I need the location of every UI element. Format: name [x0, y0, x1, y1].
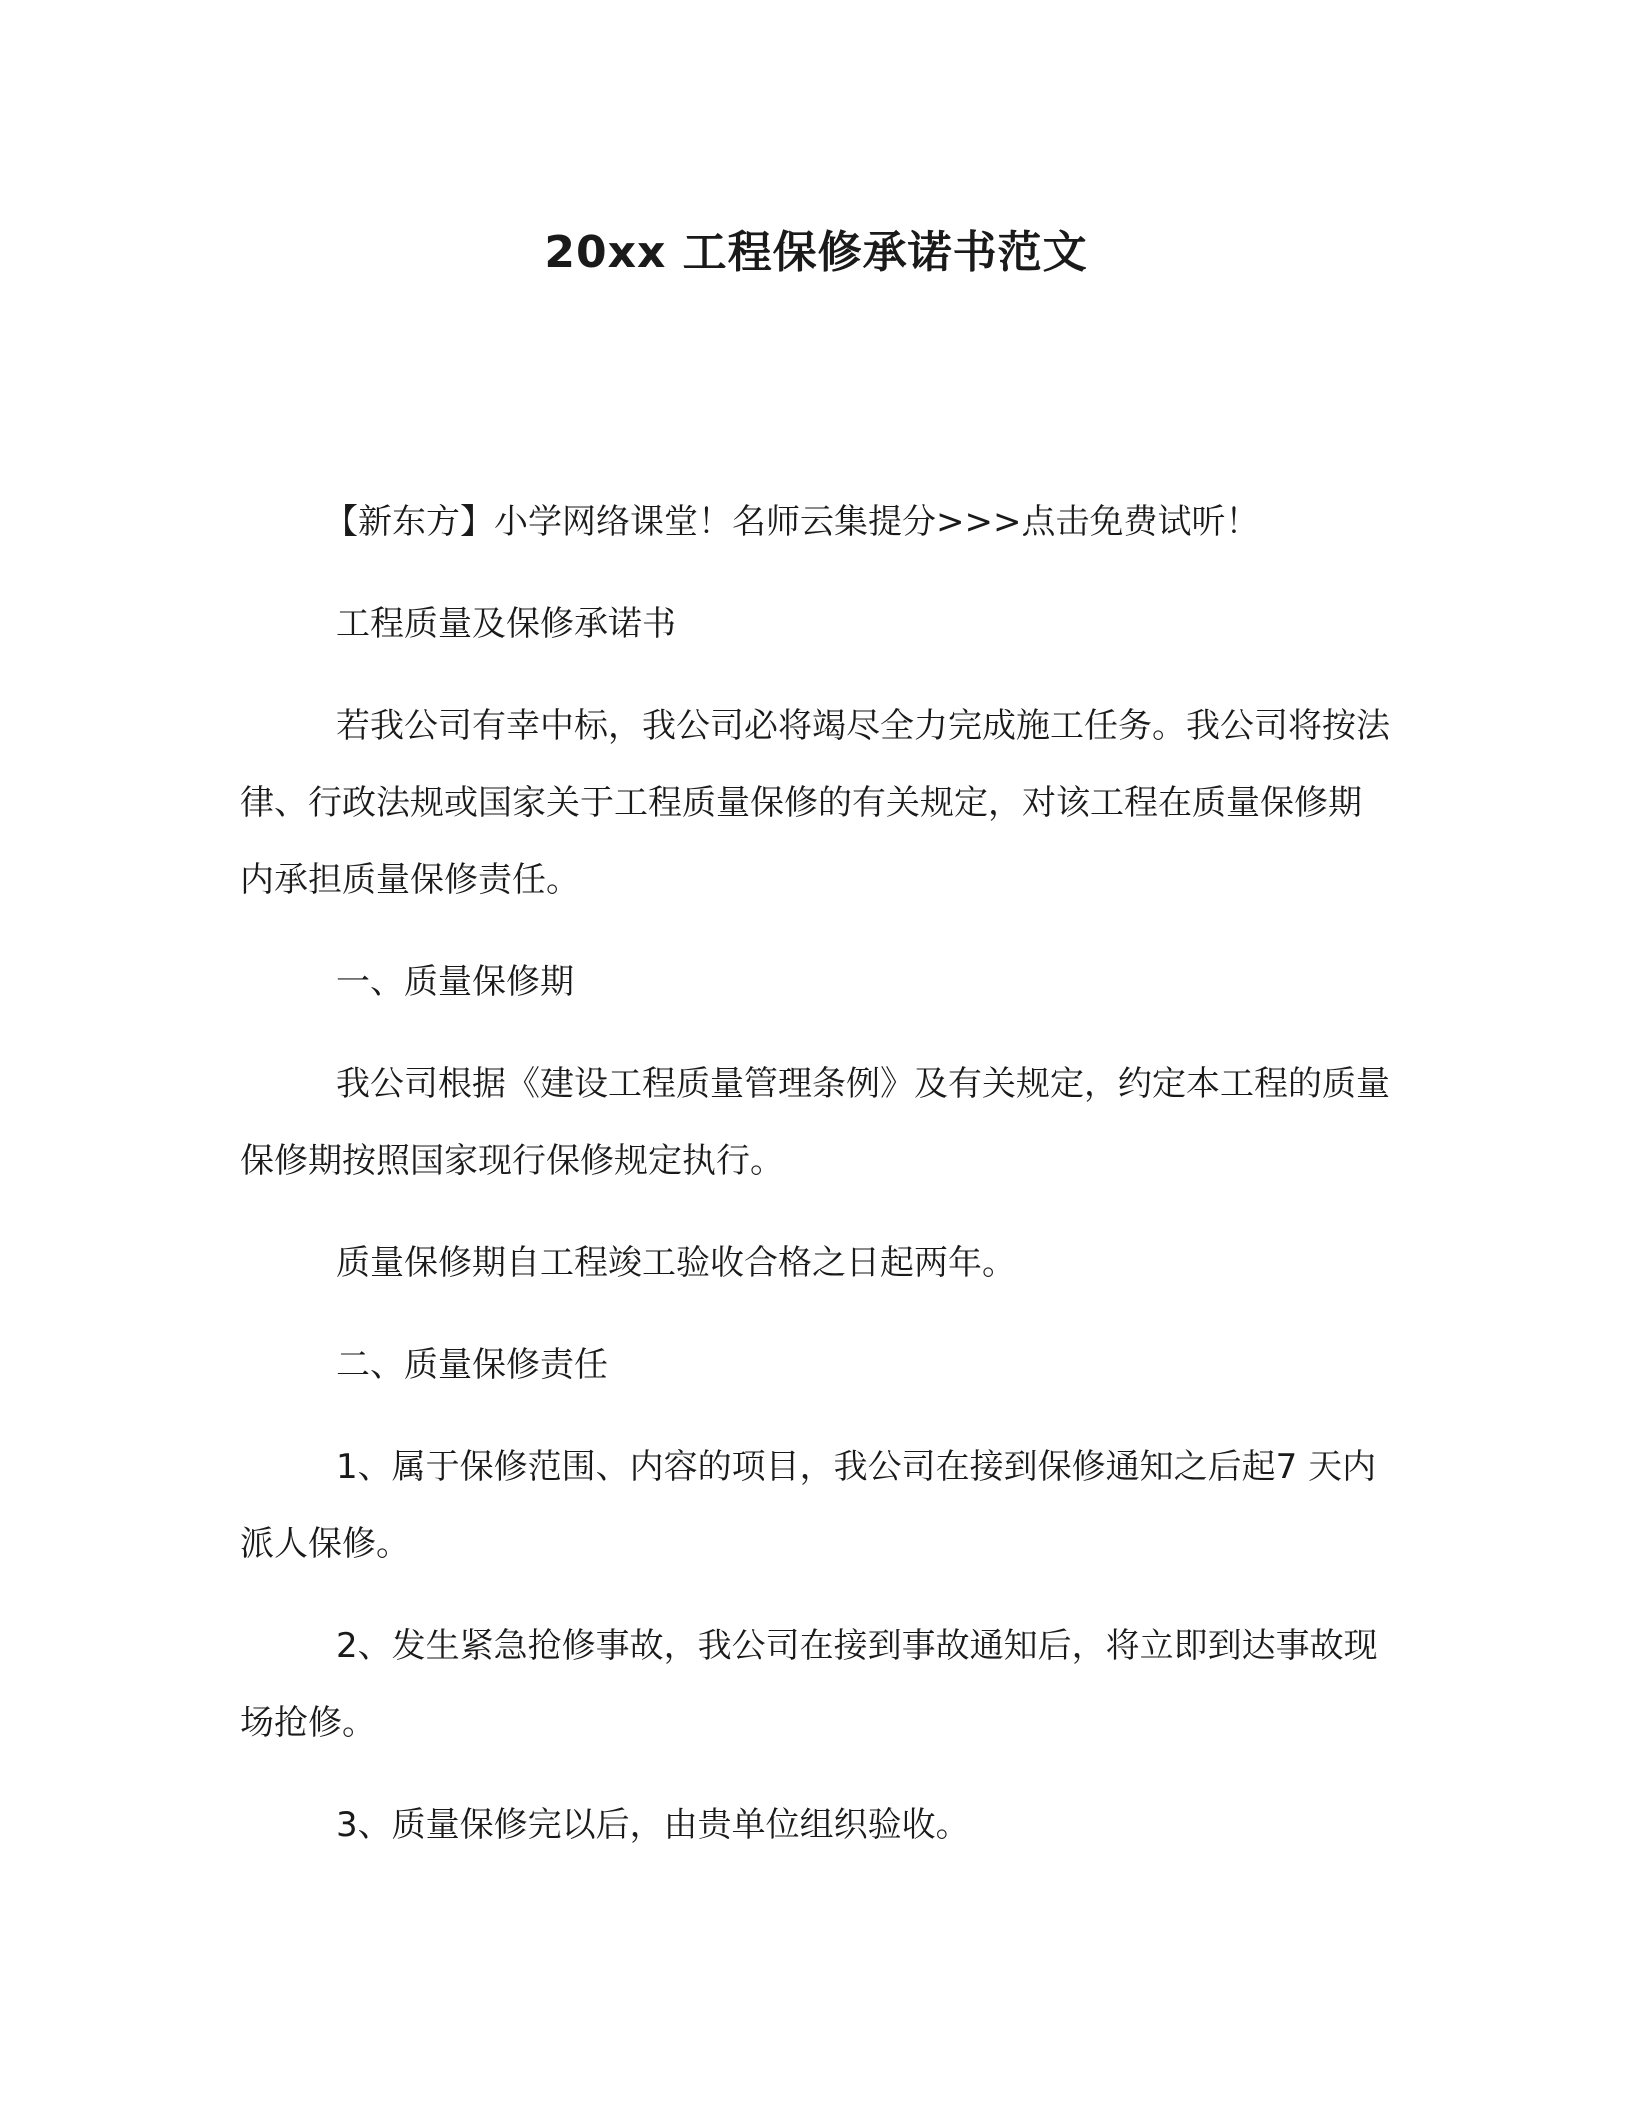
document-title: 20xx 工程保修承诺书范文: [544, 227, 1088, 278]
responsibility-item-1: 1、属于保修范围、内容的项目，我公司在接到保修通知之后起7 天内派人保修。: [240, 1447, 1377, 1564]
warranty-period-paragraph: 我公司根据《建设工程质量管理条例》及有关规定，约定本工程的质量保修期按照国家现行保修规定执行。: [240, 1064, 1390, 1181]
responsibility-item-3: 3、质量保修完以后，由贵单位组织验收。: [336, 1805, 970, 1845]
intro-paragraph: 若我公司有幸中标，我公司必将竭尽全力完成施工任务。我公司将按法律、行政法规或国家关于工程质量保修的有关规定，对该工程在质量保修期内承担质量保修责任。: [240, 706, 1390, 900]
responsibility-item-2: 2、发生紧急抢修事故，我公司在接到事故通知后，将立即到达事故现场抢修。: [240, 1626, 1378, 1743]
promo-link-paragraph[interactable]: 【新东方】小学网络课堂！名师云集提分>>>点击免费试听！: [324, 502, 1260, 542]
section-heading-warranty-period: 一、质量保修期: [336, 962, 574, 1002]
document-body: [240, 484, 1392, 1889]
section-heading-warranty-responsibility: 二、质量保修责任: [336, 1345, 608, 1385]
warranty-duration-paragraph: 质量保修期自工程竣工验收合格之日起两年。: [336, 1243, 1016, 1283]
section-heading-commitment: 工程质量及保修承诺书: [336, 604, 676, 644]
